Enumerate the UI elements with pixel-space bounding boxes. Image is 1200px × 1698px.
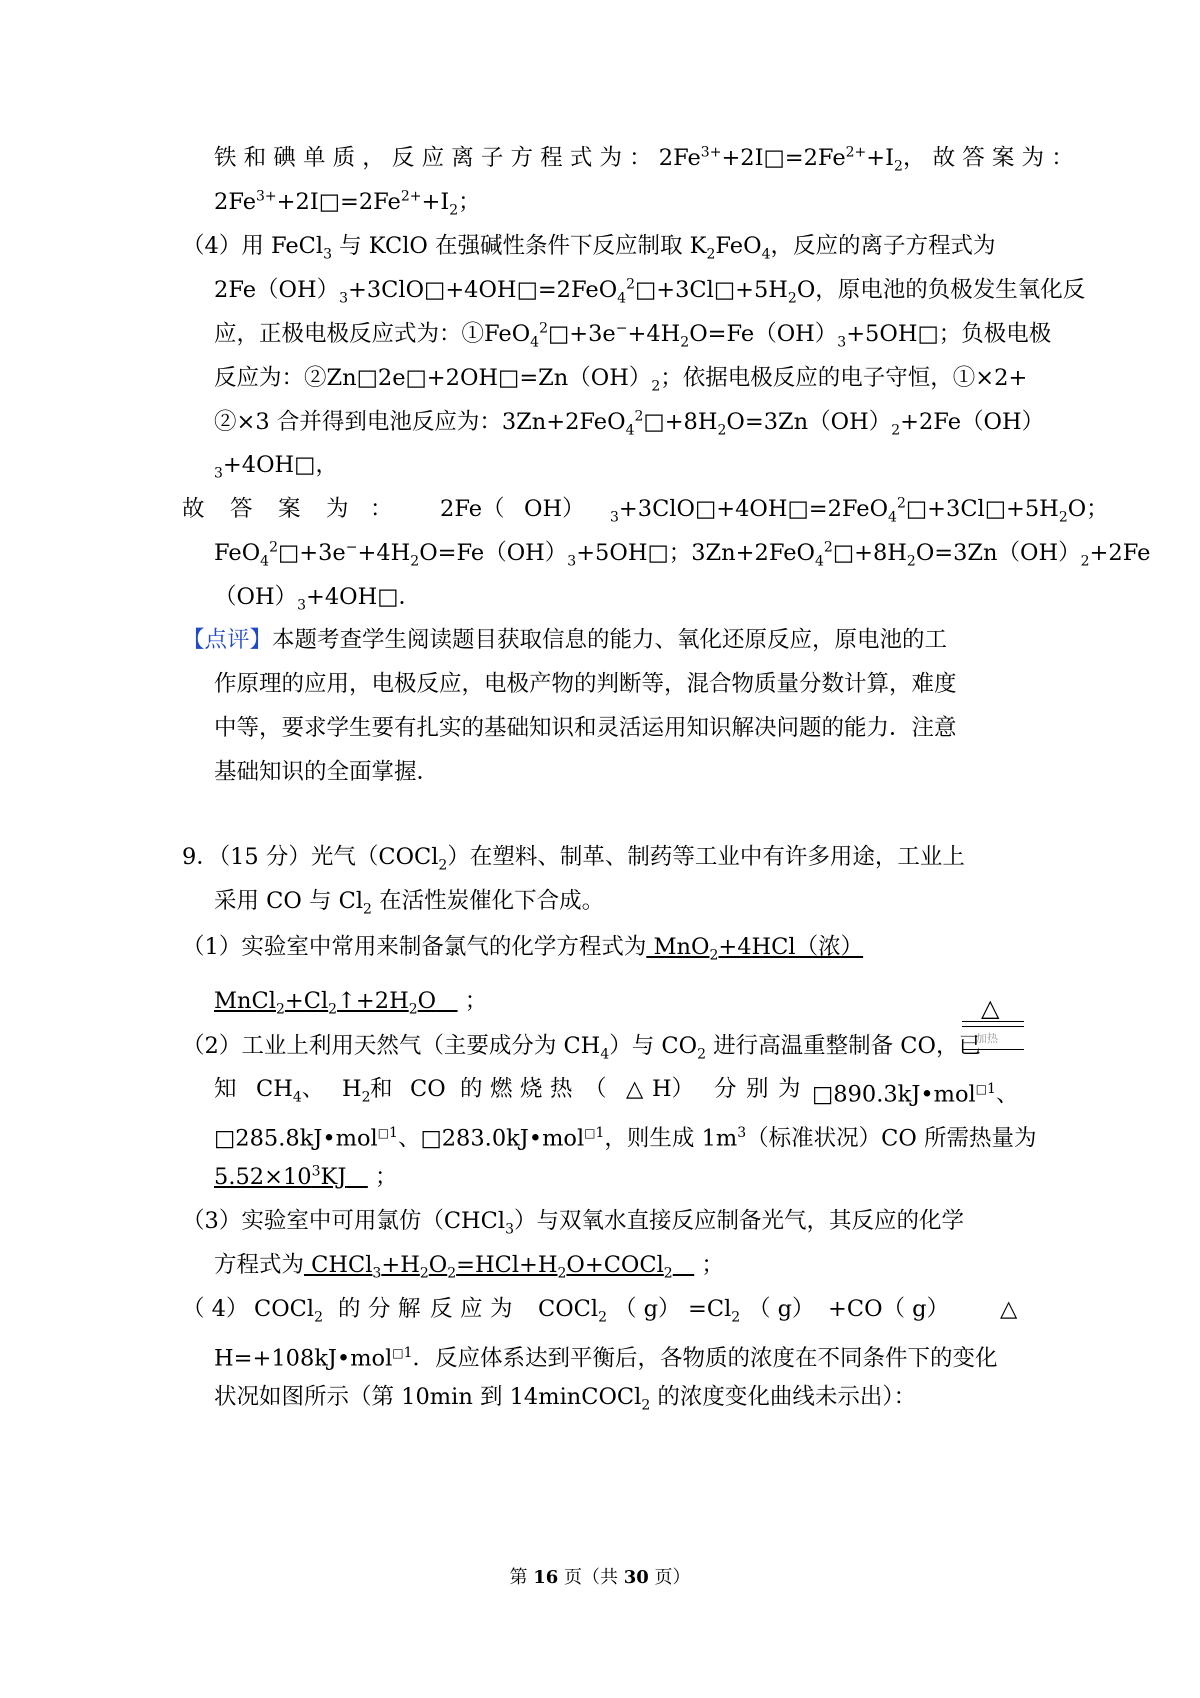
text: H） xyxy=(652,1076,695,1102)
solution-line xyxy=(214,275,1085,305)
text: 和 xyxy=(370,1076,393,1102)
missing-glyph: □ xyxy=(812,1081,834,1108)
subscript: 2 xyxy=(447,1265,457,1282)
subscript: 4 xyxy=(600,1046,610,1063)
missing-glyph: □ xyxy=(516,277,538,303)
text: ； xyxy=(694,1252,724,1278)
missing-glyph: □ xyxy=(713,277,736,303)
answer-text: ↑+2H xyxy=(337,988,409,1014)
superscript: 2 xyxy=(539,320,548,337)
question-line xyxy=(214,1250,724,1280)
superscript: 3 xyxy=(737,1125,747,1141)
subscript: 4 xyxy=(888,509,897,526)
text: +5H xyxy=(1006,496,1059,522)
answer-text: MnO xyxy=(646,934,710,960)
footer-text: 页（共 xyxy=(558,1567,624,1588)
text: 反 xyxy=(430,1296,453,1322)
current-page-number: 16 xyxy=(533,1567,559,1588)
total-page-number: 30 xyxy=(623,1567,649,1588)
text: ： xyxy=(370,496,393,522)
text: 2Fe（ xyxy=(440,496,505,522)
superscript: 1 xyxy=(595,1125,605,1141)
footer-text: 第 xyxy=(509,1567,534,1588)
superscript: 3+ xyxy=(256,188,277,205)
text: +CO（ g） xyxy=(828,1296,950,1322)
missing-glyph: □ xyxy=(634,277,657,303)
text: +4OH xyxy=(716,496,788,522)
text: 、 xyxy=(995,1081,1019,1108)
subscript: 2 xyxy=(697,1046,706,1063)
missing-glyph: □ xyxy=(763,145,785,171)
text: 890.3kJ•mol xyxy=(833,1081,976,1108)
subscript: 4 xyxy=(761,246,771,263)
subscript: 2 xyxy=(438,857,448,874)
text: O，原电池的负极发生氧化反 xyxy=(796,277,1086,303)
text: ， xyxy=(315,452,338,478)
subscript: 4 xyxy=(617,290,627,307)
missing-glyph: □ xyxy=(647,540,669,566)
text: 的 xyxy=(338,1296,361,1322)
text: +2OH xyxy=(426,365,499,391)
text: 热 xyxy=(550,1076,573,1102)
missing-glyph: □ xyxy=(377,1126,390,1140)
solution-line xyxy=(182,231,996,261)
question-line xyxy=(214,1118,1036,1154)
text: =Zn（OH） xyxy=(519,365,652,391)
superscript: 3+ xyxy=(700,144,722,161)
superscript: 2 xyxy=(269,539,278,556)
text: （2）工业上利用天然气（主要成分为 CH xyxy=(182,1033,601,1059)
text: +4OH xyxy=(222,452,295,478)
missing-glyph: □ xyxy=(832,540,855,566)
subscript: 3 xyxy=(323,246,332,263)
answer-line xyxy=(214,582,421,612)
text: +4OH xyxy=(306,584,378,610)
missing-glyph: □ xyxy=(498,365,520,391)
text: 本题考查学生阅读题目获取信息的能力、氧化还原反应，原电池的工 xyxy=(272,627,948,653)
text: 知 xyxy=(214,1076,237,1102)
text: 与 KClO 在强碱性条件下反应制取 K xyxy=(332,233,707,259)
equation-bar xyxy=(962,1026,1024,1027)
text: OH） xyxy=(524,496,585,522)
text: 为 xyxy=(490,1296,513,1322)
text: （4）用 FeCl xyxy=(182,233,324,259)
text: （ g） xyxy=(614,1296,681,1322)
subscript: 2 xyxy=(419,1265,429,1282)
delta-symbol: △ xyxy=(981,994,1000,1022)
faint-label: 加热 xyxy=(976,1032,998,1045)
text: CH xyxy=(256,1076,293,1102)
missing-glyph: □ xyxy=(424,277,446,303)
missing-glyph: □ xyxy=(318,189,340,215)
text: ； xyxy=(458,189,481,215)
text: O=Fe（OH） xyxy=(689,321,838,347)
text: 答 xyxy=(230,496,253,522)
text: =2FeO xyxy=(537,277,618,303)
subscript: 2 xyxy=(449,202,459,219)
question-line xyxy=(182,932,863,962)
text: 、 xyxy=(397,1125,421,1152)
text: ，反应的离子方程式为 xyxy=(770,233,996,259)
text: ；3Zn+2FeO xyxy=(668,540,815,566)
missing-glyph: □ xyxy=(214,1125,236,1152)
text: ②×3 合并得到电池反应为：3Zn+2FeO xyxy=(214,409,626,435)
subscript: 4 xyxy=(814,553,824,570)
missing-glyph: □ xyxy=(694,496,717,522)
missing-glyph: □ xyxy=(405,365,427,391)
text: +4H xyxy=(627,321,681,347)
text: 分 xyxy=(714,1076,737,1102)
text: +2I xyxy=(276,189,319,215)
text: +4H xyxy=(357,540,411,566)
missing-glyph: □ xyxy=(278,540,300,566)
footer-text: 页） xyxy=(648,1567,691,1588)
superscript: 1 xyxy=(987,1081,996,1097)
text: 在活性炭催化下合成。 xyxy=(371,888,605,914)
answer-text: O xyxy=(417,988,437,1014)
superscript: − xyxy=(615,320,628,337)
text: 为 xyxy=(326,496,349,522)
text: H=+108kJ•mol xyxy=(214,1345,393,1372)
text: ， 故 答 案 为 ： xyxy=(902,145,1074,171)
comment-line xyxy=(214,669,957,699)
subscript: 2 xyxy=(275,1001,285,1018)
text: ； xyxy=(367,1164,398,1190)
subscript: 2 xyxy=(410,553,420,570)
superscript: − xyxy=(345,539,358,556)
text: +8H xyxy=(854,540,907,566)
subscript: 2 xyxy=(663,1265,673,1282)
text: +3ClO xyxy=(618,496,695,522)
subscript: 3 xyxy=(297,597,306,614)
subscript: 2 xyxy=(361,1089,371,1106)
text: CO xyxy=(410,1076,446,1102)
subscript: 2 xyxy=(717,422,727,439)
text: （ 4） xyxy=(182,1296,249,1322)
missing-glyph: □ xyxy=(294,452,316,478)
answer-text: MnCl xyxy=(214,988,276,1014)
solution-line xyxy=(214,363,1027,393)
text: ）与双氧水直接反应制备光气，其反应的化学 xyxy=(514,1208,965,1234)
text: +3e xyxy=(569,321,616,347)
text: FeO xyxy=(214,540,261,566)
text: ，则生成 1m xyxy=(604,1125,738,1152)
text: （ xyxy=(584,1076,607,1102)
comment-line xyxy=(214,713,957,743)
missing-glyph: □ xyxy=(984,496,1007,522)
text: 故 xyxy=(182,496,205,522)
answer-text: +H xyxy=(381,1252,420,1278)
missing-glyph: □ xyxy=(548,321,570,347)
equation-bar xyxy=(962,1021,1024,1022)
subscript: 2 xyxy=(1058,509,1068,526)
text: 285.8kJ•mol xyxy=(235,1125,378,1152)
subscript: 2 xyxy=(787,290,797,307)
text: +5OH xyxy=(846,321,918,347)
subscript: 2 xyxy=(906,553,916,570)
missing-glyph: □ xyxy=(392,1346,404,1360)
solution-line xyxy=(214,407,1044,437)
text: COCl xyxy=(254,1296,315,1322)
text: O=3Zn（OH） xyxy=(726,409,892,435)
text: +3Cl xyxy=(927,496,985,522)
text: FeO xyxy=(715,233,762,259)
subscript: 2 xyxy=(1080,553,1090,570)
text: 状况如图所示（第 10min 到 14minCOCl xyxy=(214,1384,642,1410)
text: ）与 CO xyxy=(609,1033,698,1059)
subscript: 2 xyxy=(314,1309,323,1326)
text: ．反应体系达到平衡后，各物质的浓度在不同条件下的变化 xyxy=(412,1345,998,1372)
missing-glyph: □ xyxy=(917,321,939,347)
superscript: 2 xyxy=(626,276,635,293)
text: ． xyxy=(398,584,422,610)
text: 别 xyxy=(746,1076,769,1102)
text: =2Fe xyxy=(339,189,401,215)
subscript: 2 xyxy=(641,1397,651,1414)
comment-line xyxy=(214,757,439,787)
text: 应，正极电极反应式为：①FeO xyxy=(214,321,531,347)
text: +8H xyxy=(664,409,718,435)
text: （1）实验室中常用来制备氯气的化学方程式为 xyxy=(182,934,647,960)
subscript: 4 xyxy=(292,1089,302,1106)
text: （OH） xyxy=(214,584,298,610)
superscript: 2 xyxy=(896,495,906,512)
text: ；依据电极反应的电子守恒，①×2+ xyxy=(660,365,1028,391)
text: 9．（15 分）光气（COCl xyxy=(182,844,439,870)
subscript: 4 xyxy=(530,334,540,351)
missing-glyph: □ xyxy=(356,365,378,391)
text: O； xyxy=(1067,496,1109,522)
text: 作原理的应用，电极反应，电极产物的判断等，混合物质量分数计算，难度 xyxy=(214,671,957,697)
subscript: 2 xyxy=(706,246,716,263)
text: ；负极电极 xyxy=(938,321,1052,347)
answer-text: O xyxy=(428,1252,448,1278)
text: +3e xyxy=(299,540,346,566)
text: 解 xyxy=(398,1296,421,1322)
text: ）在塑料、制革、制药等工业中有许多用途，工业上 xyxy=(447,844,965,870)
subscript: 2 xyxy=(328,1001,338,1018)
text: △ xyxy=(626,1076,644,1102)
subscript: 3 xyxy=(214,465,223,482)
superscript: 1 xyxy=(389,1125,398,1141)
subscript: 2 xyxy=(363,901,372,918)
text: O=Fe（OH） xyxy=(419,540,568,566)
answer-text: 5.52×10 xyxy=(214,1164,312,1190)
text: +2I xyxy=(721,145,764,171)
superscript: 2 xyxy=(823,539,833,556)
missing-glyph: □ xyxy=(377,584,399,610)
text: 2Fe（OH） xyxy=(214,277,340,303)
solution-line xyxy=(214,187,481,217)
text: 应 xyxy=(460,1296,483,1322)
subscript: 3 xyxy=(837,334,847,351)
text: ； xyxy=(457,988,488,1014)
question-line xyxy=(214,986,487,1016)
text: +4OH xyxy=(445,277,517,303)
subscript: 2 xyxy=(557,1265,567,1282)
text: 铁 和 碘 单 质 ， 反 应 离 子 方 程 式 为 ： 2Fe xyxy=(214,145,701,171)
subscript: 4 xyxy=(260,553,270,570)
answer-text: =HCl+H xyxy=(456,1252,558,1278)
text: COCl xyxy=(538,1296,599,1322)
text: 烧 xyxy=(520,1076,543,1102)
solution-line xyxy=(214,143,1074,173)
subscript: 2 xyxy=(651,378,661,395)
comment-label: 【点评】 xyxy=(182,627,273,653)
question-line xyxy=(214,1338,998,1374)
subscript: 2 xyxy=(891,422,901,439)
subscript: 2 xyxy=(598,1309,607,1326)
subscript: 4 xyxy=(625,422,635,439)
text: 的 xyxy=(460,1076,483,1102)
text: 为 xyxy=(778,1076,801,1102)
text: 方程式为 xyxy=(214,1252,305,1278)
text: （3）实验室中可用氯仿（CHCl xyxy=(182,1208,506,1234)
text: 、 xyxy=(301,1076,325,1102)
superscript: 3 xyxy=(311,1163,321,1180)
solution-line xyxy=(214,450,338,480)
text: 反应为：②Zn xyxy=(214,365,357,391)
text: 中等，要求学生要有扎实的基础知识和灵活运用知识解决问题的能力．注意 xyxy=(214,715,957,741)
missing-glyph: □ xyxy=(787,496,809,522)
text: +5OH xyxy=(576,540,648,566)
solution-line xyxy=(214,319,1051,349)
text: 的浓度变化曲线未示出）： xyxy=(650,1384,917,1410)
text: 采用 CO 与 Cl xyxy=(214,888,364,914)
text: =Cl xyxy=(688,1296,732,1322)
text: △ xyxy=(1000,1296,1018,1322)
text: +I xyxy=(866,145,895,171)
page-footer xyxy=(0,1563,1200,1589)
text: 283.0kJ•mol xyxy=(441,1125,585,1152)
question-line xyxy=(182,1206,964,1236)
text: H xyxy=(342,1076,362,1102)
text: =2FeO xyxy=(808,496,889,522)
text: 燃 xyxy=(490,1076,513,1102)
missing-glyph: □ xyxy=(975,1082,988,1096)
missing-glyph: □ xyxy=(420,1125,442,1152)
missing-glyph: □ xyxy=(643,409,665,435)
superscript: 2+ xyxy=(845,144,867,161)
text: 基础知识的全面掌握． xyxy=(214,759,440,785)
subscript: 3 xyxy=(372,1265,382,1282)
text: 2e xyxy=(377,365,406,391)
subscript: 3 xyxy=(505,1221,514,1238)
superscript: 2+ xyxy=(400,188,422,205)
text: O=3Zn（OH） xyxy=(915,540,1081,566)
question-line xyxy=(182,842,965,872)
superscript: 1 xyxy=(403,1345,413,1361)
subscript: 3 xyxy=(339,290,349,307)
text: =2Fe xyxy=(784,145,846,171)
question-line xyxy=(182,1031,981,1061)
text: +3Cl xyxy=(656,277,714,303)
answer-text: O+COCl xyxy=(566,1252,664,1278)
missing-glyph: □ xyxy=(584,1126,596,1140)
subscript: 3 xyxy=(610,509,619,526)
superscript: 2 xyxy=(634,408,644,425)
answer-text: +4HCl（浓） xyxy=(718,934,864,960)
text: （标准状况）CO 所需热量为 xyxy=(746,1125,1037,1152)
subscript: 2 xyxy=(709,947,719,964)
question-line xyxy=(214,1162,397,1192)
text: （ g） xyxy=(748,1296,815,1322)
comment-line xyxy=(182,625,947,655)
text: 分 xyxy=(368,1296,391,1322)
subscript: 2 xyxy=(680,334,690,351)
subscript: 2 xyxy=(408,1001,418,1018)
missing-glyph: □ xyxy=(905,496,928,522)
subscript: 2 xyxy=(731,1309,741,1326)
answer-text: +Cl xyxy=(284,988,329,1014)
question-line xyxy=(214,1382,916,1412)
subscript: 2 xyxy=(894,158,903,175)
text: 2Fe xyxy=(214,189,257,215)
text: +I xyxy=(421,189,450,215)
answer-text: CHCl xyxy=(304,1252,373,1278)
text: 进行高温重整制备 CO，已 xyxy=(705,1033,981,1059)
subscript: 3 xyxy=(567,553,577,570)
text: +3ClO xyxy=(348,277,425,303)
question-line xyxy=(214,886,604,916)
text: +5H xyxy=(735,277,788,303)
text: 案 xyxy=(278,496,301,522)
answer-line xyxy=(214,538,1150,568)
text: +2Fe（OH） xyxy=(900,409,1045,435)
text: +2Fe xyxy=(1089,540,1151,566)
answer-text: KJ xyxy=(320,1164,347,1190)
